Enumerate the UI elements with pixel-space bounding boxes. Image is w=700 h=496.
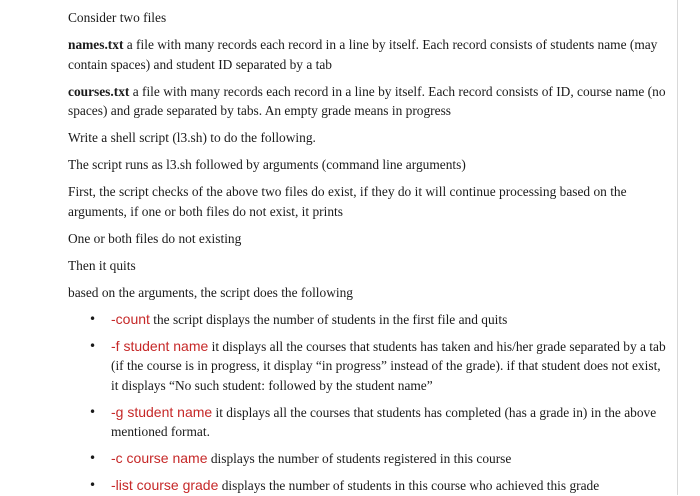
names-file-text: a file with many records each record in a line by itself. Each record consists of students name (may contain spaces) and student ID separated by a tab (68, 37, 658, 72)
quit-line: Then it quits (68, 257, 136, 273)
arguments-list (68, 310, 668, 496)
command-flag: -g student name (111, 403, 213, 420)
error-message-line: One or both files do not existing (68, 230, 242, 246)
list-item (68, 403, 668, 442)
command-description: displays the number of students registered in this course (207, 451, 512, 466)
script-usage: The script runs as l3.sh followed by arguments (command line arguments) (68, 157, 466, 172)
bullet-icon: • (89, 478, 97, 492)
document-body (68, 8, 668, 496)
command-description: the script displays the number of students in the first file and quits (149, 311, 508, 327)
courses-file-description (68, 82, 668, 121)
courses-file-label: courses.txt (68, 83, 130, 99)
list-item (68, 449, 668, 469)
intro-line: Consider two files (68, 10, 167, 25)
command-flag: -list course grade (111, 477, 219, 493)
list-item (68, 310, 668, 330)
courses-file-text: a file with many records each record in a line by itself. Each record consists of ID, course name (no spaces) and grade separated by tabs. An empty grade means in progress (68, 83, 666, 118)
command-flag: -c course name (111, 450, 208, 466)
command-description: displays the number of students in this course who achieved this grade (218, 478, 600, 493)
bullet-icon: • (89, 451, 97, 465)
file-check-description: First, the script checks of the above two files do exist, if they do it will continue processing based on the arguments, if one or both files do not exist, it prints (68, 184, 627, 219)
command-description: it displays all the courses that students has taken and his/her grade separated by a tab (if the course is in progress, it display “in progress” instead of the grade). if that student does not exist, it displays “No such student: followed by the student name” (111, 338, 666, 393)
page-edge (677, 0, 678, 495)
list-item (68, 337, 668, 396)
script-instruction: Write a shell script (l3.sh) to do the following. (68, 130, 316, 145)
list-item (68, 476, 668, 496)
names-file-label: names.txt (68, 37, 124, 52)
command-flag: -count (111, 310, 150, 327)
arguments-intro: based on the arguments, the script does the following (68, 284, 353, 300)
bullet-icon: • (89, 338, 97, 353)
command-description: it displays all the courses that students has completed (has a grade in) in the above mentioned format. (111, 404, 657, 439)
command-flag: -f student name (111, 337, 209, 354)
bullet-icon: • (89, 404, 97, 419)
names-file-description (68, 35, 668, 74)
bullet-icon: • (89, 311, 97, 326)
